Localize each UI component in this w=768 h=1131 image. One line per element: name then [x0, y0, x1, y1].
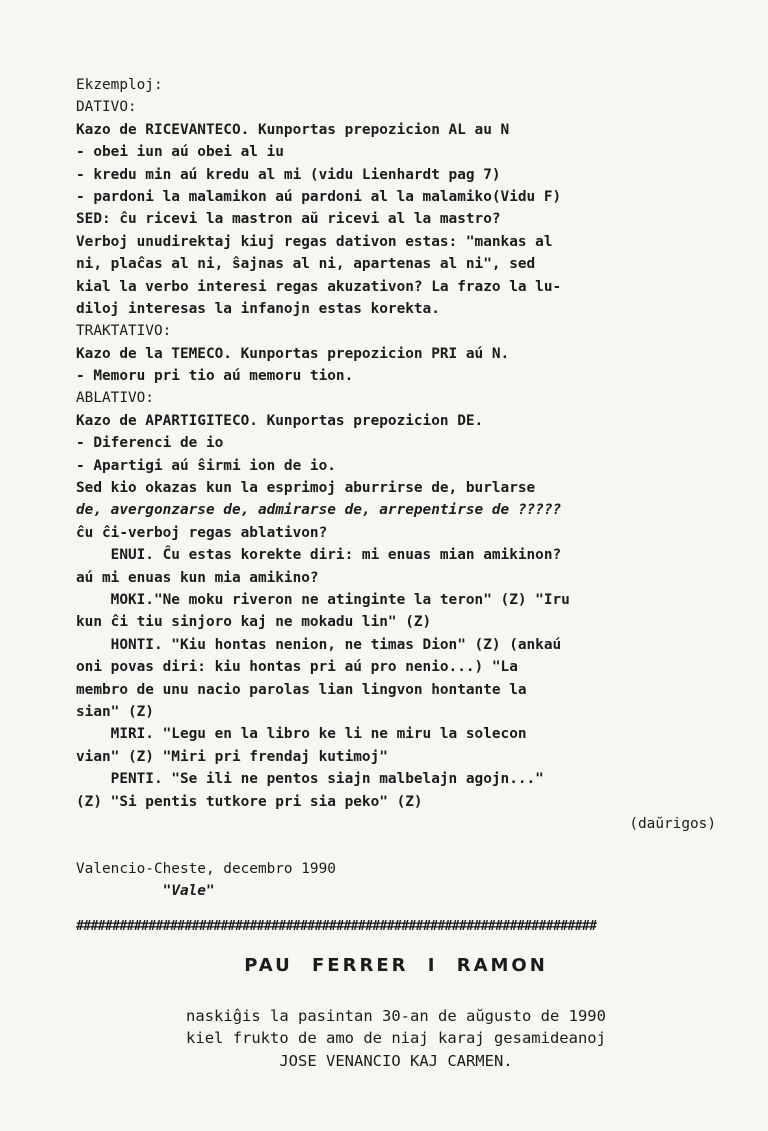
text-line: diloj interesas la infanojn estas korekta.	[76, 300, 440, 317]
text-line: - Apartigi aú ŝirmi ion de io.	[76, 457, 336, 474]
text-line: Kazo de APARTIGITECO. Kunportas prepozicion DE.	[76, 412, 484, 429]
text-line: - Diferenci de io	[76, 435, 224, 452]
continuation-note: (daŭrigos)	[629, 815, 716, 832]
text-line: MIRI. "Legu en la libro ke li ne miru la solecon	[76, 726, 527, 743]
text-line: ĉu ĉi-verboj regas ablativon?	[76, 524, 328, 541]
text-line: vian" (Z) "Miri pri frendaj kutimoj"	[76, 748, 388, 765]
text-line: - Memoru pri tio aú memoru tion.	[76, 368, 354, 385]
article-body	[76, 74, 716, 902]
text-line: de, avergonzarse de, admirarse de, arrepentirse de ?????	[76, 502, 562, 519]
text-line: ENUI. Ĉu estas korekte diri: mi enuas mian amikinon?	[76, 547, 562, 564]
announcement-line: kiel frukto de amo de niaj karaj gesamideanoj	[186, 1029, 606, 1048]
signature: "Vale"	[76, 883, 215, 900]
text-line: kun ĉi tiu sinjoro kaj ne mokadu lin" (Z)	[76, 614, 432, 631]
text-line: ABLATIVO:	[76, 390, 154, 407]
text-line: aú mi enuas kun mia amikino?	[76, 569, 319, 586]
text-line: HONTI. "Kiu hontas nenion, ne timas Dion" (Z) (ankaú	[76, 636, 562, 653]
announcement-title: PAU FERRER I RAMON	[244, 955, 548, 976]
text-line: - kredu min aú kredu al mi (vidu Lienhardt pag 7)	[76, 166, 501, 183]
text-line: MOKI."Ne moku riveron ne atinginte la teron" (Z) "Iru	[76, 591, 570, 608]
text-line: oni povas diri: kiu hontas pri aú pro nenio...) "La	[76, 659, 518, 676]
text-line: Verboj unudirektaj kiuj regas dativon estas: "mankas al	[76, 233, 553, 250]
text-line: SED: ĉu ricevi la mastron aŭ ricevi al la mastro?	[76, 211, 501, 228]
text-line: ni, plaĉas al ni, ŝajnas al ni, apartenas al ni", sed	[76, 256, 536, 273]
spacer-line	[76, 835, 716, 857]
text-line: Ekzemploj:	[76, 77, 163, 93]
text-line: membro de unu nacio parolas lian lingvon hontante la	[76, 681, 527, 698]
text-line: sian" (Z)	[76, 703, 154, 720]
text-line: Kazo de la TEMECO. Kunportas prepozicion PRI aú N.	[76, 345, 510, 362]
announcement-line: JOSE VENANCIO KAJ CARMEN.	[279, 1051, 513, 1070]
text-line: DATIVO:	[76, 99, 137, 116]
text-line: Kazo de RICEVANTECO. Kunportas prepozicion AL au N	[76, 121, 510, 138]
birth-announcement	[76, 1004, 716, 1071]
text-line: Sed kio okazas kun la esprimoj aburrirse de, burlarse	[76, 480, 536, 497]
text-line: TRAKTATIVO:	[76, 323, 172, 340]
text-line: PENTI. "Se ili ne pentos siajn malbelajn agojn..."	[76, 771, 544, 788]
announcement-line: naskiĝis la pasintan 30-an de aŭgusto de 1990	[186, 1007, 606, 1025]
place-date: Valencio-Cheste, decembro 1990	[76, 860, 336, 877]
text-line: - pardoni la malamikon aú pardoni al la malamiko(Vidu F)	[76, 188, 562, 205]
hash-separator: ########################################################################	[76, 919, 597, 934]
text-line: - obei iun aú obei al iu	[76, 144, 284, 161]
text-line: kial la verbo interesi regas akuzativon? La frazo la lu-	[76, 278, 562, 295]
text-line: (Z) "Si pentis tutkore pri sia peko" (Z)	[76, 793, 423, 810]
